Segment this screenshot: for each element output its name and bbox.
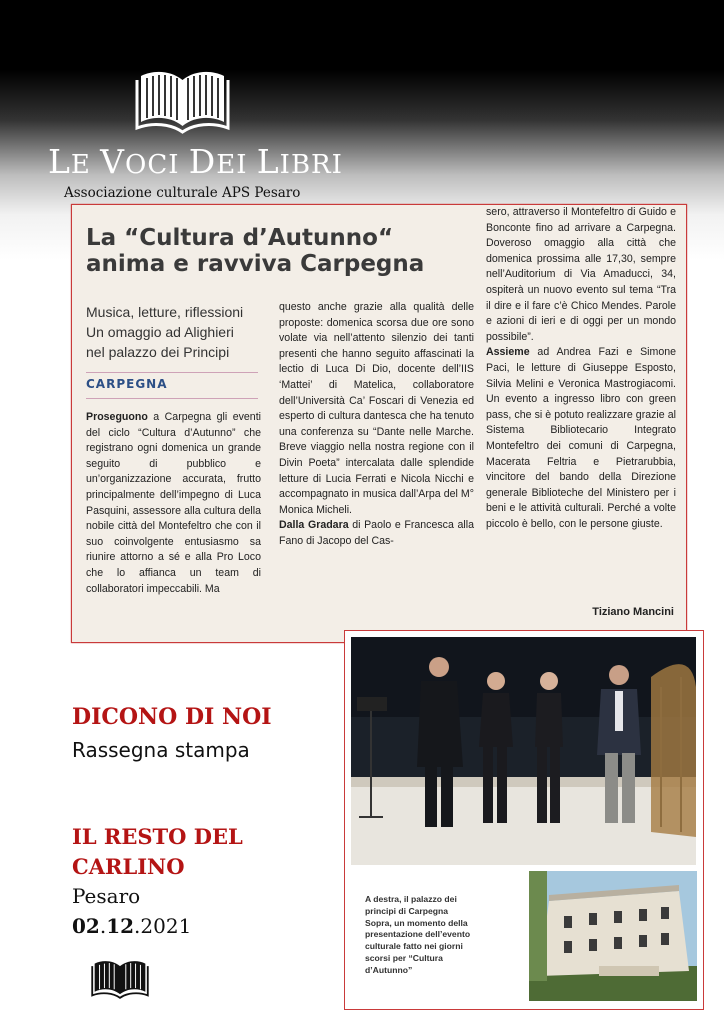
rassegna-stampa-subtitle: Rassegna stampa — [72, 738, 250, 762]
article-headline: La “Cultura d’Autunno“ anima e ravviva Carpegna — [86, 225, 425, 277]
newspaper-name: IL RESTO DEL CARLINO — [72, 824, 243, 879]
open-book-icon — [91, 957, 149, 1002]
newspaper-clipping — [71, 204, 687, 643]
association-logo — [0, 0, 380, 215]
dicono-di-noi-title: DICONO DI NOI — [72, 704, 272, 730]
photo-clipping — [344, 630, 704, 1010]
article-column-1: Proseguono a Carpegna gli eventi del ciclo “Cultura d’Autunno” che registrano ogni domenica un grande seguito di pubblico e un’organizzazione accurata, frutto principalmente dell’impegno di Luca Pasquini, assessore alla cultura della nobile città del Montefeltro che con il suo coinvolgente entusiasmo sa riunire attorno a sé e alla Pro Loco che lo affianca un team di collaboratori impeccabili. Ma — [86, 411, 261, 595]
city-name: Pesaro — [72, 884, 141, 908]
section-rule-bottom — [86, 398, 258, 399]
logo-subtitle: Associazione culturale APS Pesaro — [64, 185, 301, 201]
article-column-3: sero, attraverso il Montefeltro di Guido e Bonconte fino ad arrivare a Carpegna. Doveroso omaggio alla città che domenica prossima alle 17,30, sempre nell’Auditorium di Via Amaducci, 34, ospiterà un nuovo evento sul tema “Tra il dire e il fare c’è Chico Mendes. Parole e azioni di ieri e di oggi per un mondo possibile”. Assieme ad Andrea Fazi e Simone Paci, le letture di Giuseppe Esposto, Silvia Melini e Veronica Mastrogiacomi. Un evento a ingresso libro con green pass, che si è potuto realizzare grazie al Sistema Bibliotecario Integrato Montefeltro dei comuni di Carpegna, Macerata Feltria e Pietrarubbia, vincitore del bando della Direzione generale Biblioteche del Ministero per i beni e le attività culturali. Perché a volte piccolo è bello, con le persone giuste. — [486, 206, 676, 530]
palazzo-photo — [529, 871, 697, 1001]
article-subhead: Musica, letture, riflessioni Un omaggio ad Alighieri nel palazzo dei Principi — [86, 304, 244, 360]
event-photo — [351, 637, 696, 865]
logo-title: LE VOCI DEI LIBRI — [48, 142, 343, 181]
photo-caption: A destra, il palazzo dei principi di Carpegna Sopra, un momento della presentazione dell’evento culturale fatto nei giorni scorsi per “Cultura d’Autunno” — [365, 894, 471, 975]
open-book-icon — [135, 66, 230, 138]
section-label: CARPEGNA — [86, 377, 168, 391]
publication-date: 02.12.2021 — [72, 914, 192, 938]
article-column-2: questo anche grazie alla qualità delle proposte: domenica scorsa due ore sono volate via nell’attento silenzio dei tanti presenti che hanno seguito affascinati la lectio di Luca Di Dio, docente dell’IIS ‘Mattei’ di Matelica, collaboratore dell’Università Ca’ Foscari di Venezia ed esperto di cultura dantesca che ha tenuto una conferenza su “Dante nelle Marche. Breve viaggio nella nostra regione con il Divin Poeta” intercalata dalle splendide letture di Lucia Ferrati e Nicola Nicchi e accompagnato in musica dall’Arpa del M° Monica Micheli. Dalla Gradara di Paolo e Francesca alla Fano di Jacopo del Cas- — [279, 301, 474, 547]
article-author: Tiziano Mancini — [592, 606, 674, 618]
section-rule-top — [86, 372, 258, 373]
